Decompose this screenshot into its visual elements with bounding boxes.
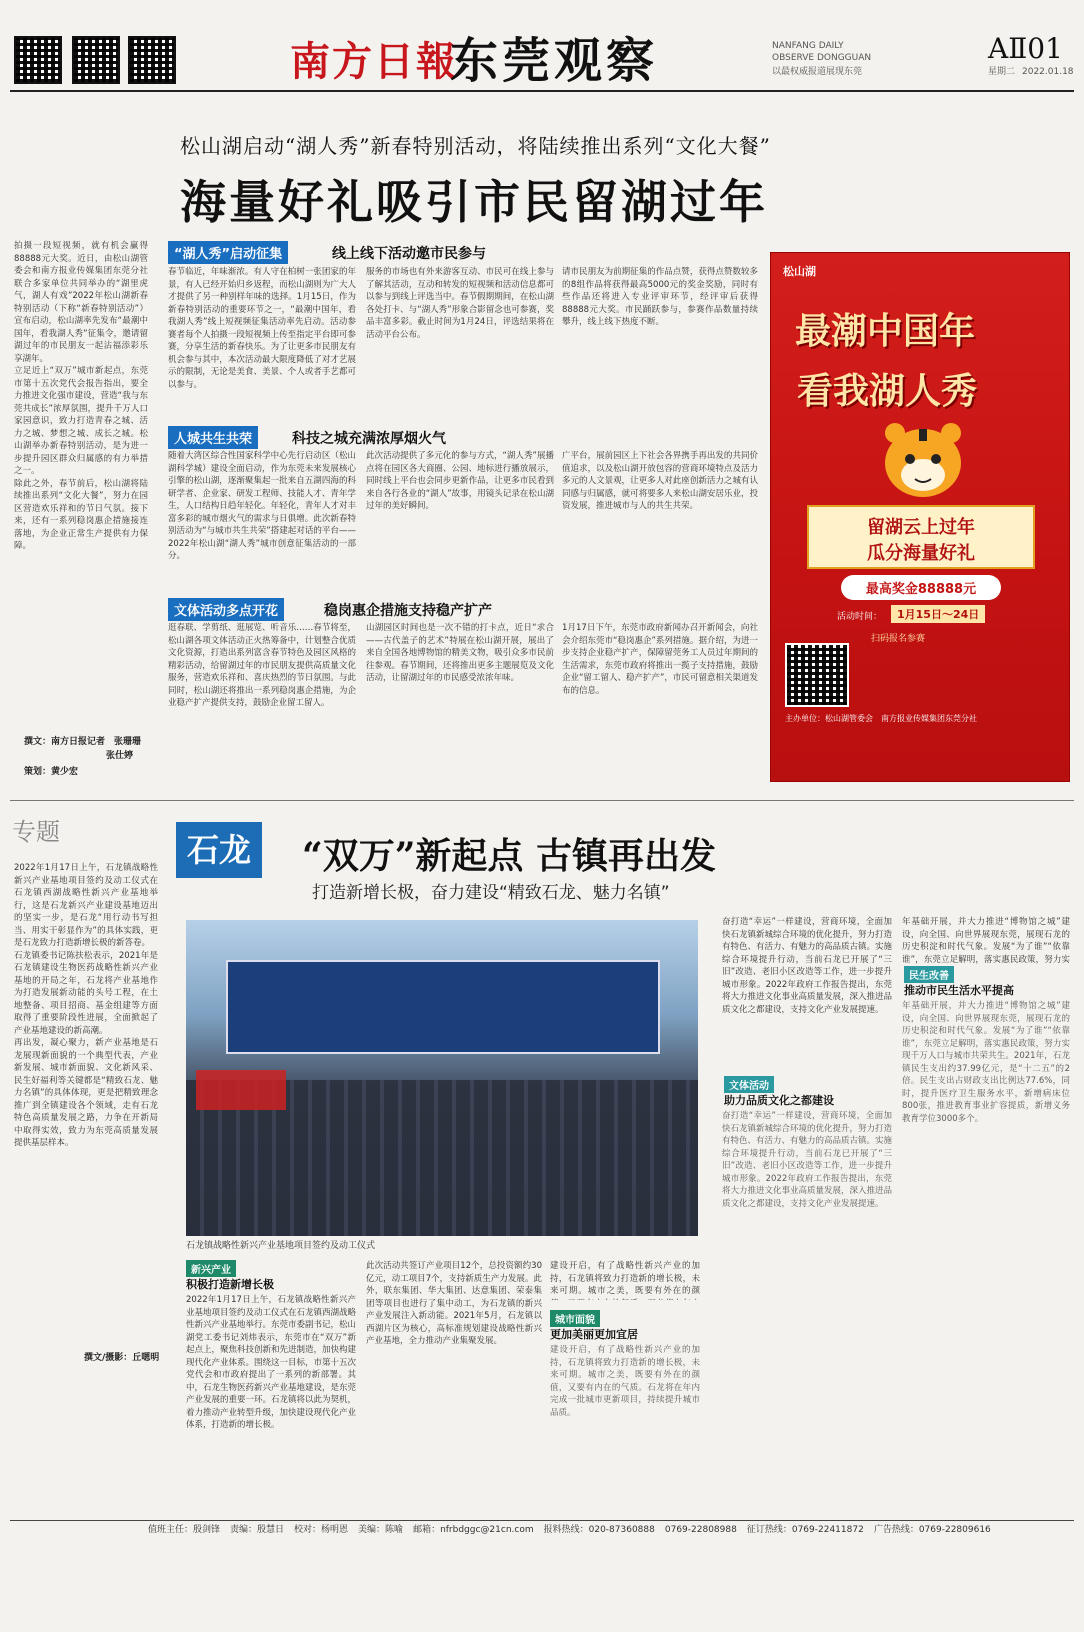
feature-col-4: 奋打造“幸运”一样建设，营商环境，全面加快石龙镇新城综合环境的优化提升，努力打造有特色、有活力、有魅力的高品质古镇。实施综合环境提升行动，当前石龙已开展了“三旧”改造、老旧小区改造等工作，进一步提升城市形象。2022年政府工作报告提出，东莞将大力推进文化事业高质量发展，深入推进品质文化之都建设，支持文化产业发展提速。	[722, 917, 892, 1015]
footer-rule	[10, 1520, 1074, 1521]
section-title-3: 稳岗惠企措施支持稳产扩产	[324, 603, 492, 619]
photo-caption: 石龙镇战略性新兴产业基地项目签约及动工仪式	[186, 1241, 376, 1251]
footer-design: 美编：陈喻	[358, 1525, 404, 1535]
feature-tag-2: 城市面貌	[550, 1310, 600, 1327]
lead-byline-1: 撰文：南方日报记者 张珊珊	[24, 737, 142, 747]
ad-banner-1: 留湖云上过年	[867, 517, 975, 538]
intro-para-1: 拍摄一段短视频，就有机会赢得88888元大奖。近日，由松山湖管委会和南方报业传媒集团东莞分社联合多家单位共同举办的“湖里虎气，湖人有戏”2022年松山湖新春特别活动（下称“新春特别活动”）宣布启动，松山湖率先发布“最潮中国年，看我湖人秀”征集令，邀请留湖过年的市民朋友一起沾福添彩乐享湖年。	[14, 241, 148, 364]
event-photo	[186, 920, 698, 1236]
feature-subheadline: 打造新增长极，奋力建设“精致石龙、魅力名镇”	[312, 883, 670, 903]
ad-headline-2: 看我湖人秀	[797, 370, 978, 412]
ad-period: 1月15日～24日	[891, 605, 985, 623]
section-tag-3: 文体活动多点开花	[168, 598, 284, 621]
feature-col-4b: 奋打造“幸运”一样建设，营商环境，全面加快石龙镇新城综合环境的优化提升，努力打造有特色、有活力、有魅力的高品质古镇。实施综合环境提升行动，当前石龙已开展了“三旧”改造、老旧小区改造等工作，进一步提升城市形象。2022年政府工作报告提出，东莞将大力推进文化事业高质量发展，深入推进品质文化之都建设，支持文化产业发展提速。	[722, 1111, 892, 1209]
ad-period-label: 活动时间：	[837, 612, 883, 622]
lead-byline-2: 张仕婷	[106, 751, 134, 761]
ad-scroll	[807, 505, 1035, 569]
section-title-2: 科技之城充满浓厚烟火气	[292, 431, 446, 447]
ad-banner-2: 瓜分海量好礼	[867, 543, 975, 564]
section-tag-2: 人城共生共荣	[168, 426, 258, 449]
feature-headline: “双万”新起点 古镇再出发	[302, 835, 716, 877]
advertisement	[770, 252, 1070, 782]
ad-scan-text: 扫码报名参赛	[871, 634, 926, 644]
qr-code-2	[72, 36, 120, 84]
feature-tag-4: 民生改善	[904, 966, 954, 983]
lead-col-2c: 广平台，展前园区上下社会各界携手再出发的共同价值追求，以及松山湖开放包容的营商环境特点及活力多元的人文景观，让更多人对此座创新活力之城有认同感与归属感，就可将要多人来松山湖安居乐业，投资发展，推进城市与人的共生共荣。	[562, 451, 758, 511]
ad-prize: 最高奖金88888元	[841, 575, 1001, 600]
lead-col-1a: 春节临近，年味渐浓。有人守在柏树一张团家的年景，有人已经开始归乡返程，而松山湖则为广大人才提供了另一种别样年味的选择。1月15日，作为新春特别活动的重要环节之一，“最潮中国年，看我湖人秀”线上短视频征集活动率先启动。活动参赛者每个人拍摄一段短视频上传至指定平台即可参赛，分享生活的新春快乐。为了让更多市民朋友有机会参与其中，本次活动最大限度降低了对才艺展示的限制，无论是美食、美景、个人或者手艺都可以参与。	[168, 267, 356, 390]
lead-col-3a: 逛春联、学剪纸、逛展览、听音乐……春节将至，松山湖各项文体活动正火热筹备中，计划整合优质文化资源，打造出系列富含春节特色及园区风格的精彩活动，给留湖过年的市民朋友提供高质量文化服务，营造欢乐祥和、喜庆热烈的节日氛围。与此同时，松山湖还将推出一系列稳岗惠企措施，为企业稳产扩产提供支持，鼓励企业留工留人。	[168, 623, 356, 708]
feature-col-2: 此次活动共签订产业项目12个，总投资额约30亿元，动工项目7个，支持新质生产力发展。此外，联东集团、华大集团、达意集团、荣泰集团等项目也进行了集中动工，为石龙镇的新兴产业发展注入新动能。2021年5月，石龙镇以西湖片区为核心，高标准规划建设战略性新兴产业基地，全力推动产业集聚发展。	[366, 1261, 542, 1346]
issue-date: 2022.01.18	[1022, 67, 1074, 77]
ad-qr-code[interactable]	[785, 643, 849, 707]
lead-col-2a: 随着大湾区综合性国家科学中心先行启动区（松山湖科学城）建设全面启动，作为东莞未来发展核心引擎的松山湖，逐渐聚集起一批来自五湖四海的科研学者、企业家、研发工程师、技能人才、青年学生，人口结构日趋年轻化。年轻化，青年人才对丰富多彩的城市烟火气的需求与日俱增。此次新春特别活动为“与城市共生共荣”搭建起对话的平台——2022年松山湖“湖人秀”城市创意征集活动的一部分。	[168, 451, 356, 561]
lead-col-1b: 服务的市场也有外来游客互动、市民可在线上参与了解其活动，互动和转发的短视频和活动信息都可以参与到线上评选当中。春节假期期间，在松山湖各处打卡、与“湖人秀”形象合影留念也可参赛，奖品丰富多彩。截止时间为1月24日，评选结果将在活动平台公布。	[366, 267, 554, 340]
tiger-mascot-icon	[875, 413, 971, 503]
footer-tel-3: 征订热线：0769-22411872	[746, 1525, 864, 1535]
feature-title-3: 助力品质文化之都建设	[724, 1094, 834, 1107]
slogan: 以最权威报道展现东莞	[772, 67, 863, 77]
edition-title: 东莞观察	[450, 33, 659, 89]
ad-headline-1: 最潮中国年	[795, 310, 976, 352]
feature-tag-3: 文体活动	[724, 1076, 774, 1093]
feature-title-1: 积极打造新增长极	[186, 1278, 274, 1291]
lead-kicker: 松山湖启动“湖人秀”新春特别活动，将陆续推出系列“文化大餐”	[180, 134, 771, 158]
section-divider	[10, 800, 1074, 801]
footer-tel-1: 报料热线：020-87360888	[543, 1525, 655, 1535]
paper-name-logo: 南方日報	[290, 38, 458, 85]
feature-intro-2: 石龙镇委书记陈扶松表示，2021年是石龙镇建设生物医药战略性新兴产业基地的开局之年，石龙将产业基地作为打造发展新动能的头号工程，在土地整备、项目招商、基金组建等方面取得了重要阶段性进展，全面掀起了产业基地建设的新高潮。	[14, 950, 158, 1036]
feature-intro-3: 再出发，凝心聚力，新产业基地是石龙展现新面貌的一个典型代表，产业新发展、城市新面貌、文化新风采、民生好福利等关键都是“精致石龙、魅力名镇”的具体体现，更是把精致理念推广到全镇建设各个领域，走有石龙特色高质量发展之路，力争在开新局中取得实效，致力为东莞高质量发展提供基层样本。	[14, 1038, 158, 1148]
lead-col-1c: 请市民朋友为前期征集的作品点赞，获得点赞数较多的8组作品将获得最高5000元的奖金奖励，同时有些作品还将进入专业评审环节，经评审后获得88888元大奖。市民踊跃参与，参赛作品数量持续攀升，线上线下热度不断。	[562, 267, 758, 327]
intro-para-3: 除此之外，春节前后，松山湖将陆续推出系列“文化大餐”，努力在园区营造欢乐祥和的节日气氛。接下来，还有一系列稳岗惠企措施接连落地，为企业正常生产提供有力保障。	[14, 478, 148, 551]
footer-credits	[148, 1524, 991, 1536]
feature-intro-1: 2022年1月17日上午，石龙镇战略性新兴产业基地项目签约及动工仪式在石龙镇西湖战略性新兴产业基地举行，这是石龙新兴产业建设基地迈出的坚实一步，是石龙“用行动书写担当、用实干彰显作为”的具体实践，更是石龙致力打造新增长极的新答卷。	[14, 863, 158, 948]
latin-name-2: OBSERVE DONGGUAN	[772, 53, 872, 63]
footer-tel-2: 0769-22808988	[664, 1525, 737, 1535]
footer-tel-4: 广告热线：0769-22809616	[873, 1525, 991, 1535]
latin-name-1: NANFANG DAILY	[772, 41, 844, 51]
feature-col-1: 2022年1月17日上午，石龙镇战略性新兴产业基地项目签约及动工仪式在石龙镇西湖战略性新兴产业基地举行。东莞市委副书记，松山湖党工委书记刘炜表示，东莞市在“双万”新起点上，聚焦科技创新和先进制造，加快构建现代化产业体系。围绕这一目标，市第十五次党代会和市政府提出了一系列的新部署。其中，石龙生物医药新兴产业基地建设，是东莞产业发展的重要一环。石龙镇将以此为契机，着力推动产业转型升级，加快建设现代化产业体系，打造新的增长极。	[186, 1295, 356, 1430]
feature-title-4: 推动市民生活水平提高	[904, 984, 1014, 997]
footer-proof: 校对：杨明恩	[294, 1525, 349, 1535]
weekday: 星期二	[988, 67, 1016, 77]
town-badge: 石龙	[176, 822, 262, 878]
lead-byline-3: 策划：黄少宏	[24, 767, 79, 777]
ad-footer: 主办单位：松山湖管委会 南方报业传媒集团东莞分社	[785, 714, 977, 723]
feature-intro	[14, 862, 158, 1632]
feature-tag-1: 新兴产业	[186, 1260, 236, 1277]
feature-col-5-top: 年基础开展，并大力推进“博物馆之城”建设，向全国、向世界展现东莞，展现石龙的历史积淀和时代气象。发展“为了谁”“依靠谁”，东莞立足解明，落实惠民政策，努力实	[902, 917, 1070, 964]
column-label: 专题	[12, 818, 60, 846]
lead-col-3c: 1月17日下午，东莞市政府新闻办召开新闻会，向社会介绍东莞市“稳岗惠企”系列措施。据介绍，为进一步支持企业稳产扩产，保障留莞务工人员过年期间的生活需求，东莞市政府将推出一揽子支持措施，鼓励企业“留工留人、稳产扩产”，市民可留意相关渠道发布的信息。	[562, 623, 758, 696]
feature-col-3-top: 建设开启，有了战略性新兴产业的加持，石龙镇将致力打造新的增长极，未来可期。城市之美，既要有外在的颜	[550, 1261, 700, 1296]
qr-code-1	[14, 36, 62, 84]
qr-code-3	[128, 36, 176, 84]
section-title-1: 线上线下活动邀市民参与	[332, 246, 486, 262]
footer-editor: 值班主任：殷剑锋	[148, 1525, 221, 1535]
masthead-rule	[10, 90, 1074, 92]
lead-intro	[14, 240, 148, 702]
intro-para-2: 立足近上“双万”城市新起点，东莞市第十五次党代会报告指出，要全力推进文化强市建设，营造“我与东莞共成长”浓厚氛围，提升千万人口家园意识，致力打造青春之城、活力之城、梦想之城、成长之城。松山湖举办新春特别活动，是为进一步提升园区群众归属感的有力举措之一。	[14, 366, 148, 476]
footer-duty-editor: 责编：殷慧日	[230, 1525, 285, 1535]
feature-title-2: 更加美丽更加宜居	[550, 1328, 638, 1341]
feature-col-3: 建设开启，有了战略性新兴产业的加持，石龙镇将致力打造新的增长极，未来可期。城市之美，既要有外在的颜值，又要有内在的气质。石龙将在年内完成一批城市更新项目，持续提升城市品质。	[550, 1345, 700, 1418]
feature-byline: 撰文/摄影：丘嗯明	[84, 1353, 160, 1363]
lead-headline: 海量好礼吸引市民留湖过年	[180, 175, 768, 229]
lead-col-2b: 此次活动提供了多元化的参与方式，“湖人秀”展播点将在园区各大商圈、公园、地标进行播放展示，同时线上平台也会同步更新作品，让更多市民看到来自各行各业的“湖人”故事，用镜头记录在松山湖过年的美好瞬间。	[366, 451, 554, 511]
page-number: AⅡ01	[988, 32, 1063, 65]
lead-col-3b: 山湖园区时间也是一次不错的打卡点，近日“求合——古代盖子的艺术”特展在松山湖开展，展出了来自全国各地博物馆的精美文物，吸引众多市民前往参观。春节期间，还将推出更多主题展览及文化活动，让留湖过年的市民感受浓浓年味。	[366, 623, 554, 683]
ad-logo: 松山湖	[783, 265, 816, 278]
section-tag-1: “湖人秀”启动征集	[168, 241, 288, 264]
footer-email: 邮箱：nfrbdggc@21cn.com	[413, 1525, 534, 1535]
feature-col-5: 年基础开展，并大力推进“博物馆之城”建设，向全国、向世界展现东莞，展现石龙的历史积淀和时代气象。发展“为了谁”“依靠谁”，东莞立足解明，落实惠民政策，努力实现千万人口与城市共荣共生。2021年，石龙镇民生支出约37.99亿元，是“十二五”的2倍。民生支出占财政支出比例达77.6%，同时，提升医疗卫生服务水平，新增病床位800张，推进教育事业扩容提质，新增义务教育学位3000多个。	[902, 1001, 1070, 1124]
